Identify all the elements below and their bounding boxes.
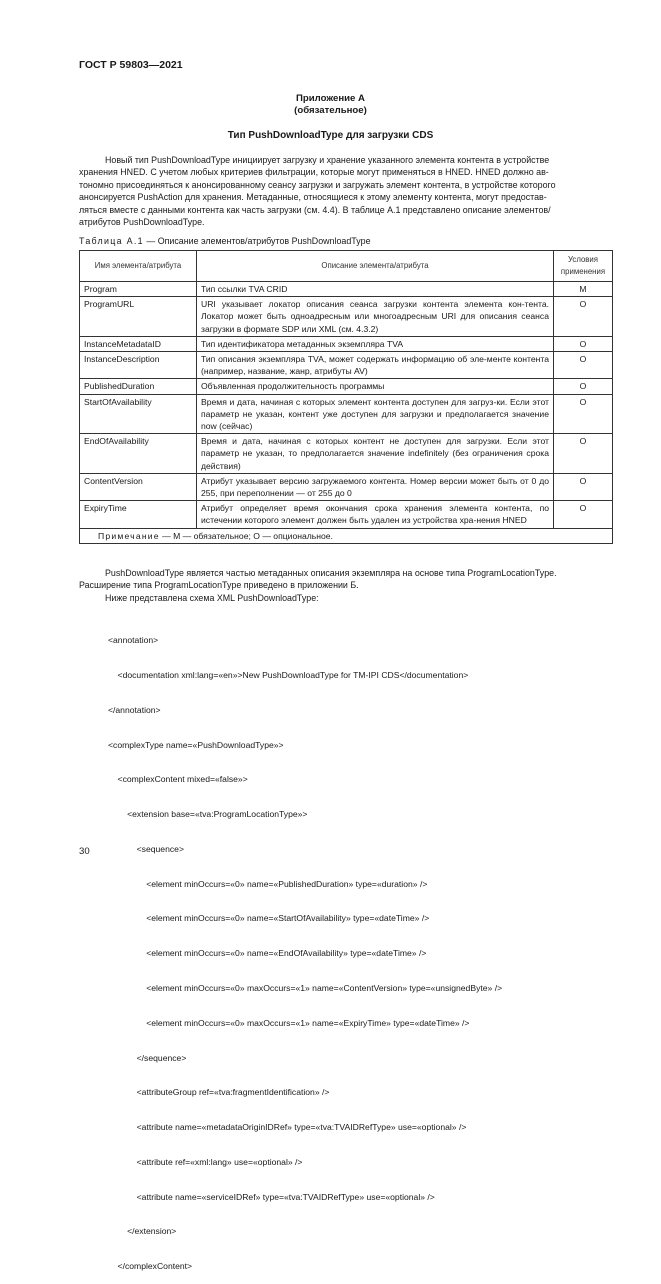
code-line: <element minOccurs=«0» name=«PublishedDuration» type=«duration» /> (108, 878, 428, 889)
code-line: <extension base=«tva:ProgramLocationType»> (108, 809, 308, 820)
code-line: </extension> (108, 1226, 177, 1237)
intro-line: ляться вместе с данными контента как часть загрузки (см. 4.4). В таблице А.1 представлено описание элементов/ (79, 204, 551, 215)
table-row (80, 434, 613, 474)
cell-name: ProgramURL (80, 297, 197, 337)
after-table-line: PushDownloadType является частью метаданных описания экземпляра на основе типа ProgramLocationType. (105, 568, 557, 578)
cell-description: Тип ссылки TVA CRID (197, 282, 554, 297)
intro-line: хранения HNED. С учетом любых критериев фильтрации, которые могут применяться в HNED. HNED должно ав- (79, 167, 549, 178)
cell-description: Время и дата, начиная с которых контент не доступен для загрузки. Если этот параметр не указан, то предполагается значение indefinitely (без ограничения срока действия) (197, 434, 554, 474)
code-line: <element minOccurs=«0» maxOccurs=«1» name=«ContentVersion» type=«unsignedByte» /> (108, 983, 503, 993)
cell-name: PublishedDuration (80, 379, 197, 394)
document-header: ГОСТ Р 59803—2021 (79, 59, 183, 71)
code-line: <attributeGroup ref=«tva:fragmentIdentification» /> (108, 1087, 330, 1098)
after-table-line: Ниже представлена схема XML PushDownloadType: (105, 592, 319, 603)
intro-paragraph (79, 154, 613, 228)
code-line: <attribute ref=«xml:lang» use=«optional» /> (108, 1156, 303, 1167)
code-line: <element minOccurs=«0» name=«StartOfAvailability» type=«dateTime» /> (108, 913, 430, 924)
cell-condition: O (554, 336, 613, 351)
section-title: Тип PushDownloadType для загрузки CDS (227, 130, 434, 141)
code-line: <attribute name=«metadataOriginIDRef» type=«tva:TVAIDRefType» use=«optional» /> (108, 1122, 467, 1133)
cell-condition: M (554, 282, 613, 297)
table-row (80, 501, 613, 528)
cell-condition: O (554, 379, 613, 394)
header-name: Имя элемента/атрибута (80, 251, 197, 282)
cell-description: Объявленная продолжительность программы (197, 379, 554, 394)
table-row (80, 336, 613, 351)
code-line: <annotation> (108, 635, 159, 646)
table-caption-label: Таблица А.1 (79, 236, 144, 246)
code-line: </sequence> (108, 1052, 187, 1063)
cell-name: InstanceMetadataID (80, 336, 197, 351)
cell-description: Атрибут указывает версию загружаемого контента. Номер версии может быть от 0 до 255, при переполнении — от 255 до 0 (197, 473, 554, 500)
cell-name: StartOfAvailability (80, 394, 197, 434)
code-line: </complexContent> (108, 1261, 193, 1272)
cell-name: Program (80, 282, 197, 297)
cell-condition: O (554, 473, 613, 500)
table-row (80, 297, 613, 337)
intro-line: атрибутов PushDownloadType. (79, 217, 205, 228)
cell-condition: O (554, 297, 613, 337)
cell-description: Время и дата, начиная с которых элемент контента доступен для загруз-ки. Если этот параметр не указан, контент уже доступен для загрузки и предполагается значение now (сейчас) (197, 394, 554, 434)
cell-condition: O (554, 394, 613, 434)
code-line: <documentation xml:lang=«en»>New PushDownloadType for TM-IPI CDS</documentation> (108, 669, 469, 680)
table-row (80, 282, 613, 297)
table-header-row (80, 251, 613, 282)
intro-line: тономно присоединяться к анонсированному сеансу загрузки и загружать элемент контента, в устройстве которого (79, 179, 556, 190)
cell-description: Тип идентификатора метаданных экземпляра TVA (197, 336, 554, 351)
cell-description: URI указывает локатор описания сеанса загрузки контента элемента кон-тента. Локатор может быть одноадресным или многоадресным URI для описания сеанса загрузки в формате SDP или XML (см. 4.3.2) (197, 297, 554, 337)
cell-condition: O (554, 501, 613, 528)
table-note-row (80, 528, 613, 543)
cell-condition: O (554, 352, 613, 379)
table-row (80, 352, 613, 379)
code-line: <complexContent mixed=«false»> (108, 774, 248, 785)
cell-name: ContentVersion (80, 473, 197, 500)
code-line: <complexType name=«PushDownloadType»> (108, 739, 284, 750)
intro-line: анонсируется PushAction для хранения. Метаданные, относящиеся к этому элементу контента, могут предостав- (79, 192, 547, 203)
note-text: — M — обязательное; O — опциональное. (162, 530, 333, 541)
after-table-line: Расширение типа ProgramLocationType приведено в приложении Б. (79, 580, 359, 591)
table-note (80, 528, 613, 543)
after-table-paragraph (79, 567, 613, 604)
table-row (80, 473, 613, 500)
cell-description: Тип описания экземпляра TVA, может содержать информацию об эле-менте контента (например, название, жанр, атрибуты AV) (197, 352, 554, 379)
appendix-subtitle: (обязательное) (294, 105, 367, 116)
code-line: <sequence> (108, 843, 184, 854)
header-condition: Условия применения (554, 251, 613, 282)
cell-description: Атрибут определяет время окончания срока хранения элемента контента, по истечении которого элемент должен быть удален из устройства хра-нения HNED (197, 501, 554, 528)
table-row (80, 394, 613, 434)
header-description: Описание элемента/атрибута (197, 251, 554, 282)
table-row (80, 379, 613, 394)
note-label: Примечание (98, 530, 160, 541)
code-line: <attribute name=«serviceIDRef» type=«tva:TVAIDRefType» use=«optional» /> (108, 1191, 435, 1202)
page-number: 30 (79, 846, 90, 857)
code-line: <element minOccurs=«0» name=«EndOfAvailability» type=«dateTime» /> (108, 948, 427, 959)
xml-schema-listing (108, 612, 502, 1284)
cell-condition: O (554, 434, 613, 474)
code-line: <element minOccurs=«0» maxOccurs=«1» name=«ExpiryTime» type=«dateTime» /> (108, 1017, 470, 1028)
table-caption (79, 236, 371, 246)
cell-name: InstanceDescription (80, 352, 197, 379)
table-caption-text: — Описание элементов/атрибутов PushDownloadType (146, 236, 371, 246)
cell-name: EndOfAvailability (80, 434, 197, 474)
intro-line: Новый тип PushDownloadType инициирует загрузку и хранение указанного элемента контента в устройстве (105, 155, 550, 165)
cell-name: ExpiryTime (80, 501, 197, 528)
attributes-table (79, 250, 613, 544)
code-line: </annotation> (108, 704, 161, 715)
appendix-title: Приложение А (296, 93, 365, 104)
